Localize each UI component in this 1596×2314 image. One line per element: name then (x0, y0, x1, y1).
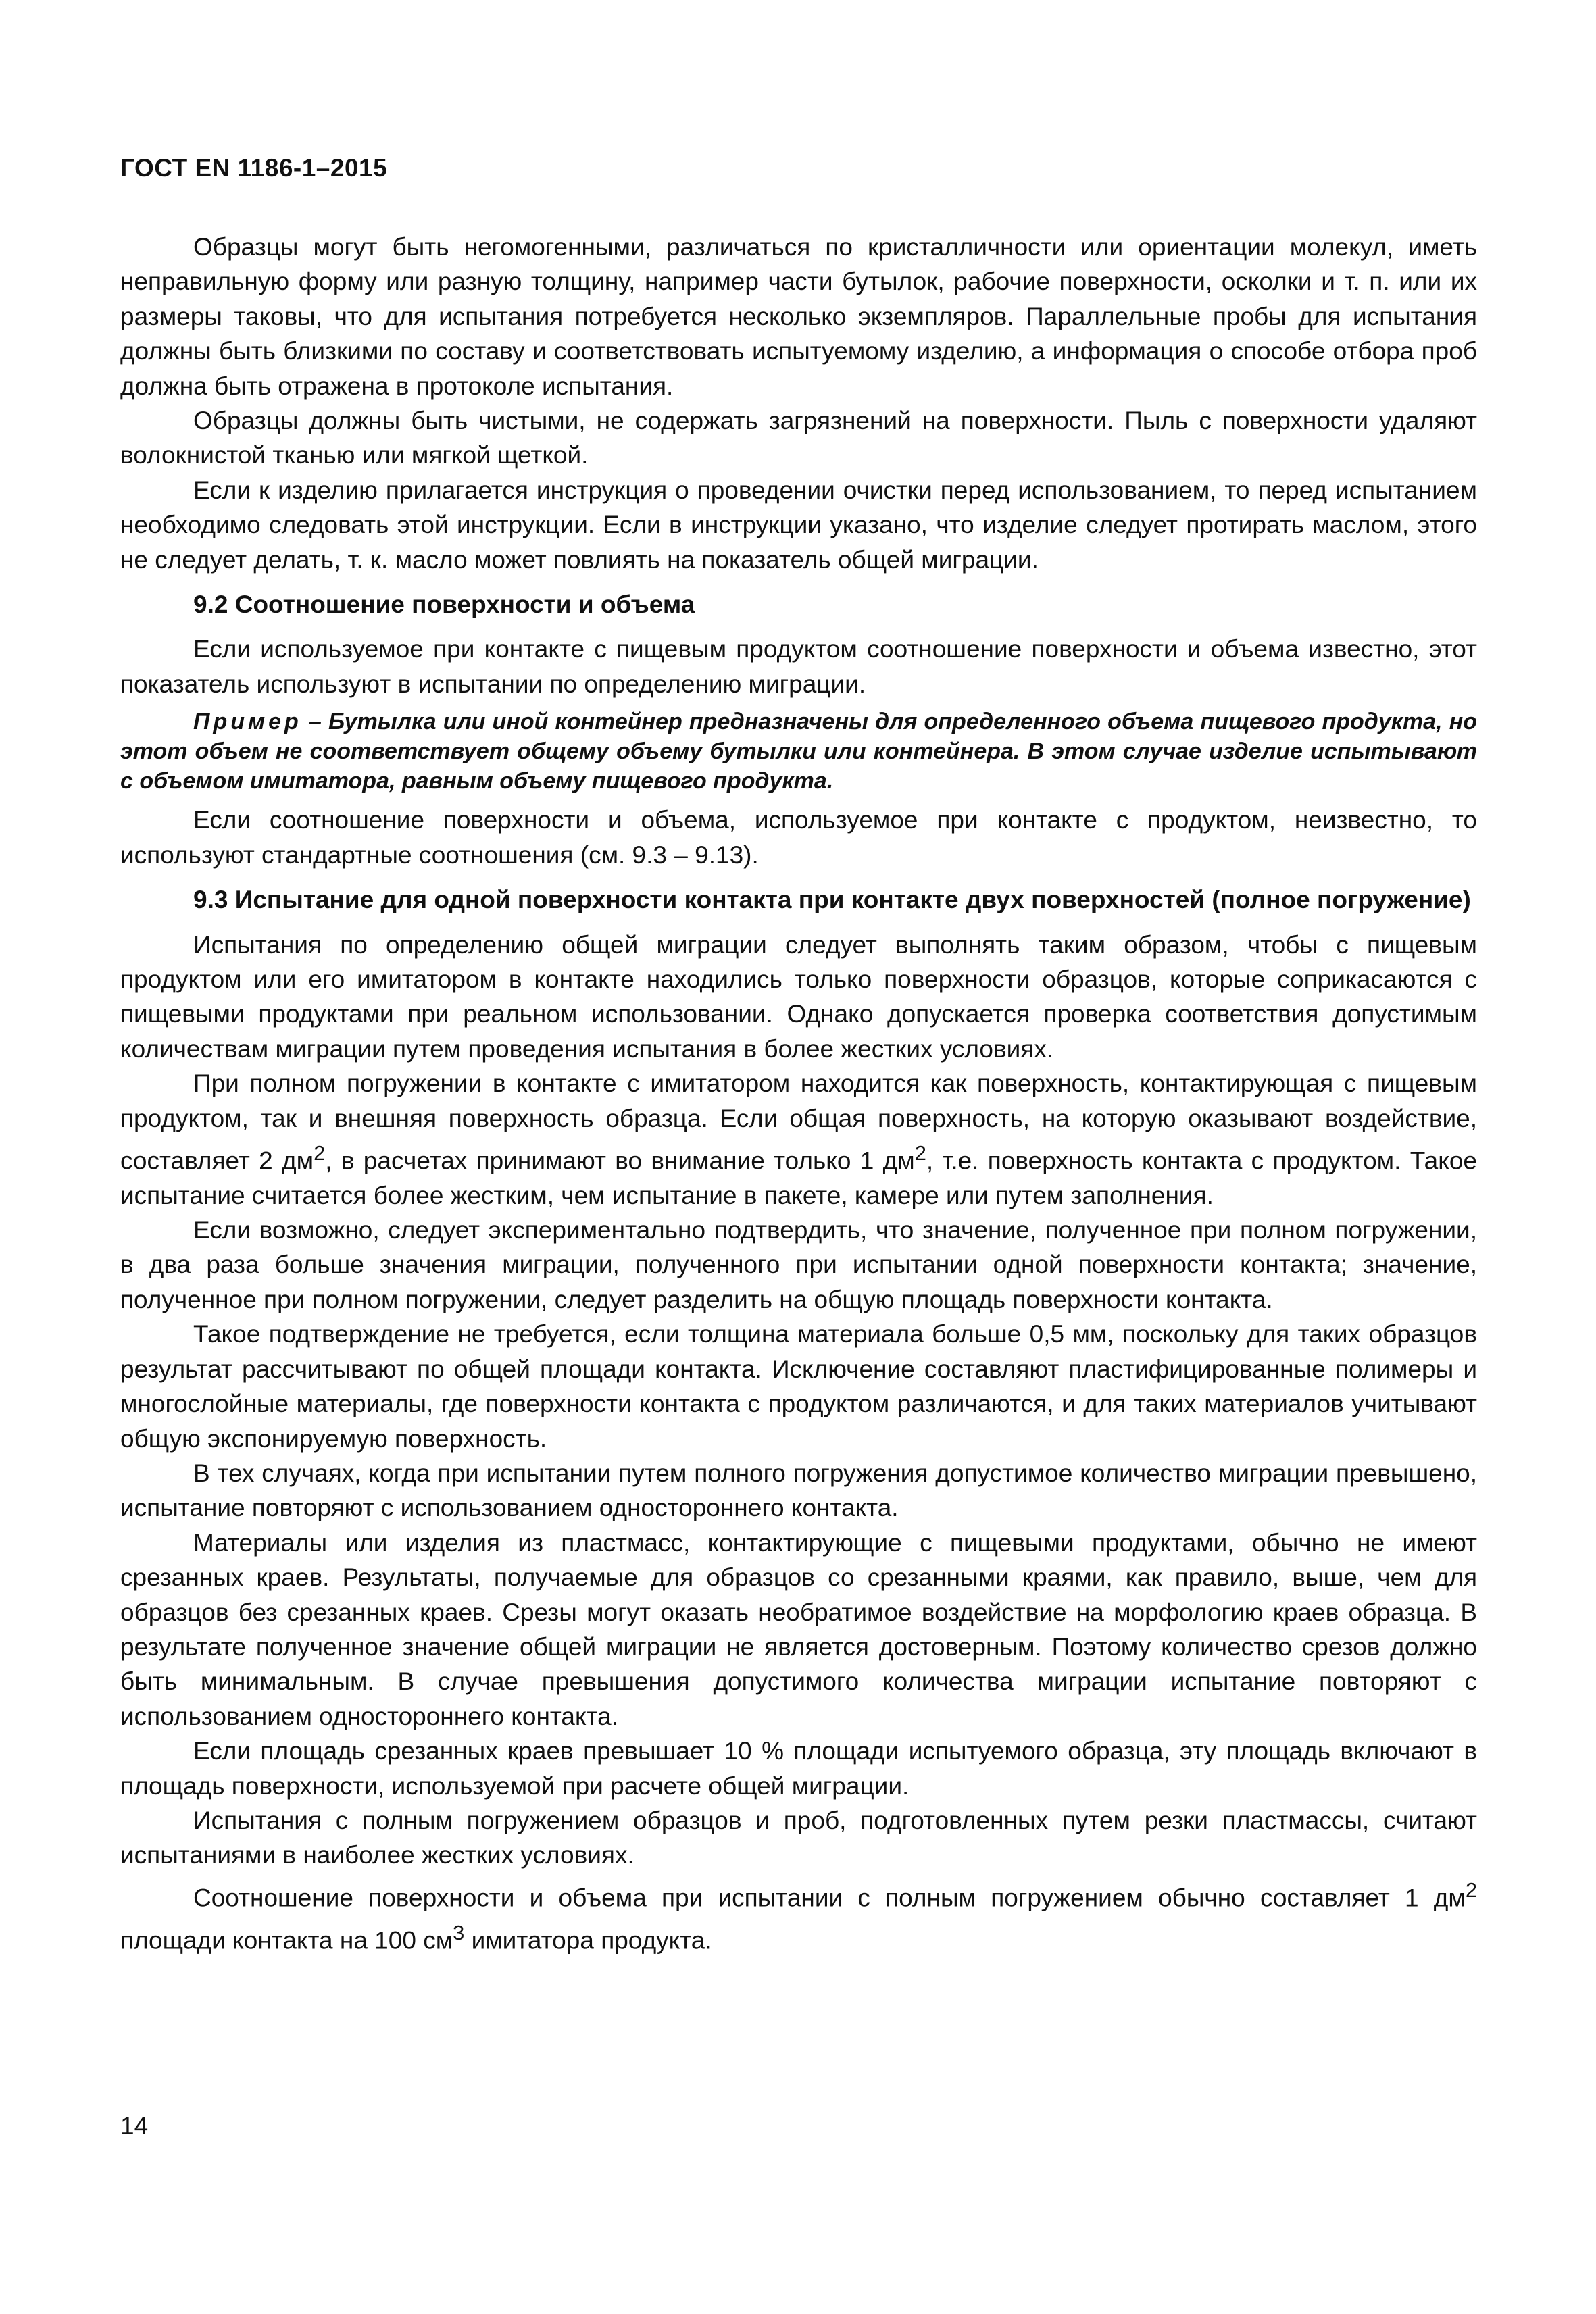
example-note (120, 707, 1477, 796)
paragraph: Если используемое при контакте с пищевым продуктом соотношение поверхности и объема известно, этот показатель используют в испытании по определению миграции. (120, 635, 1477, 698)
superscript: 2 (314, 1140, 326, 1165)
paragraph: Если соотношение поверхности и объема, используемое при контакте с продуктом, неизвестно, то используют стандартные соотношения (см. 9.3 – 9.13). (120, 806, 1477, 869)
note-text: – Бутылка или иной контейнер предназначены для определенного объема пищевого продукта, но этот объем не соответствует общему объему бутылки или контейнера. В этом случае изделие испытывают с объемом имитатора, равным объему пищевого продукта. (120, 709, 1477, 795)
standard-header: ГОСТ EN 1186-1–2015 (120, 154, 388, 182)
section-heading-9-2 (120, 587, 1477, 622)
section-title: Испытание для одной поверхности контакта при контакте двух поверхностей (полное погружение) (234, 886, 1471, 914)
text-run: При полном погружении в контакте с имитатором находится как поверхность, контактирующая с пищевым продуктом, так и внешняя поверхность образца. Если общая поверхность, на которую оказывают воздействие, составляет 2 дм (120, 1070, 1477, 1175)
section-heading-9-3 (120, 882, 1477, 917)
paragraph (120, 1066, 1477, 1213)
document-body (120, 230, 1477, 1957)
superscript: 2 (1465, 1878, 1477, 1902)
text-run: , т.е. поверхность контакта с продуктом. Такое испытание считается более жестким, чем испытание в пакете, камере или путем заполнения. (120, 1147, 1477, 1209)
text-run: , в расчетах принимают во внимание только 1 дм (325, 1147, 915, 1175)
section-number: 9.3 (193, 886, 228, 914)
paragraph: В тех случаях, когда при испытании путем полного погружения допустимое количество миграции превышено, испытание повторяют с использованием одностороннего контакта. (120, 1459, 1477, 1522)
text-run: Соотношение поверхности и объема при испытании с полным погружением обычно составляет 1 дм (193, 1884, 1466, 1912)
paragraph: Такое подтверждение не требуется, если толщина материала больше 0,5 мм, поскольку для таких образцов результат рассчитывают по общей площади контакта. Исключение составляют пластифицированные полимеры и многослойные материалы, где поверхности контакта с продуктом различаются, и для таких материалов учитывают общую экспонируемую поверхность. (120, 1320, 1477, 1453)
section-title: Соотношение поверхности и объема (234, 590, 695, 619)
paragraph: Если возможно, следует экспериментально подтвердить, что значение, полученное при полном погружении, в два раза больше значения миграции, полученного при испытании одной поверхности контакта; значение, полученное при полном погружении, следует разделить на общую площадь поверхности контакта. (120, 1216, 1477, 1313)
paragraph: Материалы или изделия из пластмасс, контактирующие с пищевыми продуктами, обычно не имеют срезанных краев. Результаты, получаемые для образцов со срезанными краями, как правило, выше, чем для образцов без срезанных краев. Срезы могут оказать необратимое воздействие на морфологию краев образца. В результате полученное значение общей миграции не является достоверным. Поэтому количество срезов должно быть минимальным. В случае превышения допустимого количества миграции испытание повторяют с использованием одностороннего контакта. (120, 1528, 1477, 1730)
text-run: имитатора продукта. (464, 1926, 712, 1954)
superscript: 2 (914, 1140, 926, 1165)
paragraph: Если площадь срезанных краев превышает 10 % площади испытуемого образца, эту площадь включают в площадь поверхности, используемой при расчете общей миграции. (120, 1737, 1477, 1800)
paragraph: Если к изделию прилагается инструкция о проведении очистки перед использованием, то перед испытанием необходимо следовать этой инструкции. Если в инструкции указано, что изделие следует протирать маслом, этого не следует делать, т. к. масло может повлиять на показатель общей миграции. (120, 476, 1477, 574)
paragraph: Образцы должны быть чистыми, не содержать загрязнений на поверхности. Пыль с поверхности удаляют волокнистой тканью или мягкой щеткой. (120, 407, 1477, 470)
paragraph: Испытания по определению общей миграции следует выполнять таким образом, чтобы с пищевым продуктом или его имитатором в контакте находились только поверхности образцов, которые соприкасаются с пищевыми продуктами при реальном использовании. Однако допускается проверка соответствия допустимым количествам миграции путем проведения испытания в более жестких условиях. (120, 930, 1477, 1063)
paragraph: Испытания с полным погружением образцов и проб, подготовленных путем резки пластмассы, считают испытаниями в наиболее жестких условиях. (120, 1806, 1477, 1869)
text-run: площади контакта на 100 см (120, 1926, 453, 1954)
note-label: Пример (193, 709, 302, 735)
superscript: 3 (453, 1920, 465, 1944)
section-number: 9.2 (193, 590, 228, 619)
page-number: 14 (120, 2112, 149, 2140)
paragraph: Образцы могут быть негомогенными, различаться по кристалличности или ориентации молекул, иметь неправильную форму или разную толщину, например части бутылок, рабочие поверхности, осколки и т. п. или их размеры таковы, что для испытания потребуется несколько экземпляров. Параллельные пробы для испытания должны быть близкими по составу и соответствовать испытуемому изделию, а информация о способе отбора проб должна быть отражена в протоколе испытания. (120, 233, 1477, 400)
paragraph (120, 1873, 1477, 1957)
